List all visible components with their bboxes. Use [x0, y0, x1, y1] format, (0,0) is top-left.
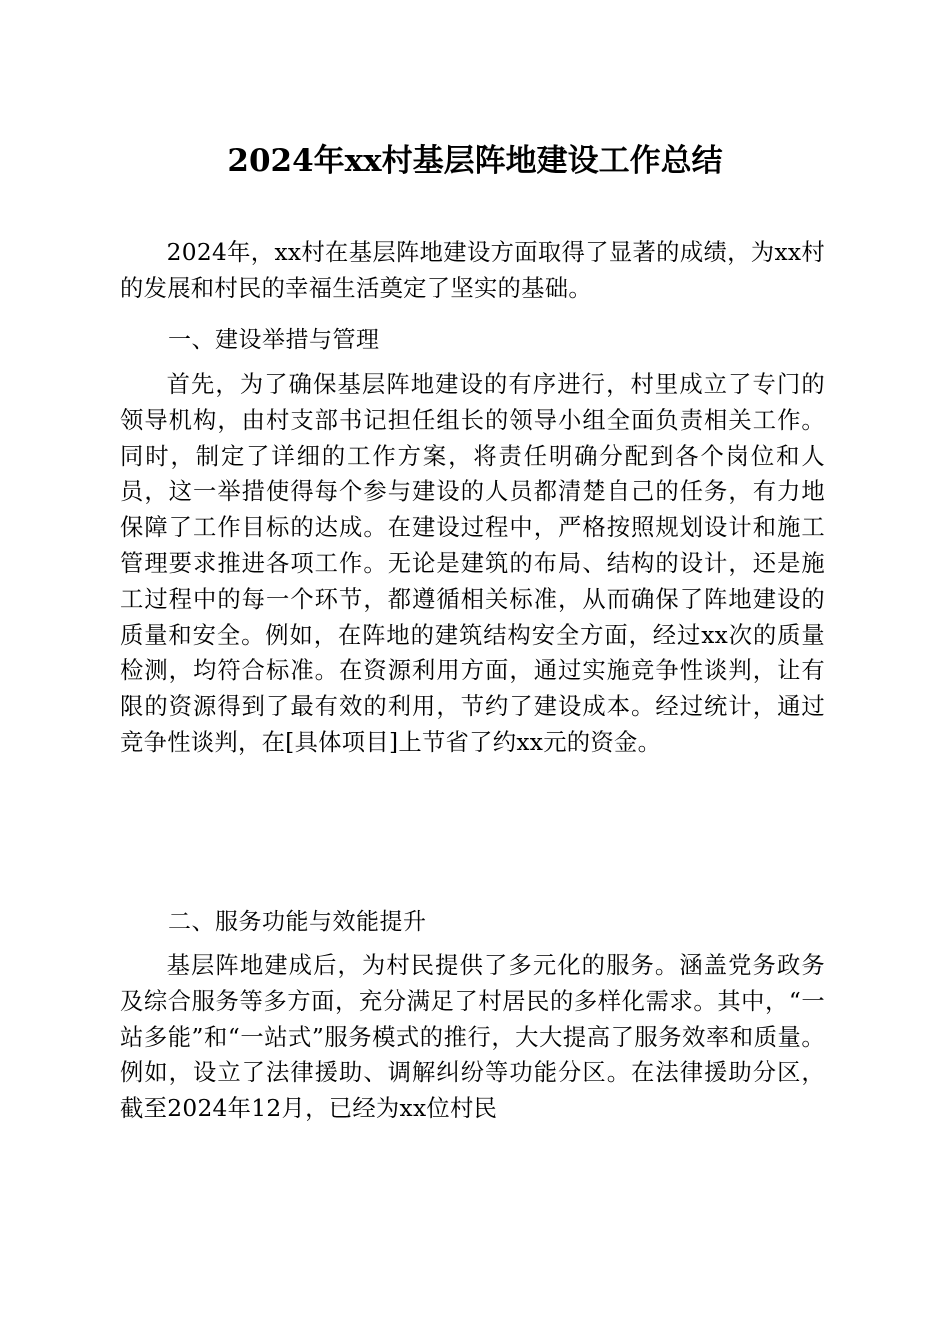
section-heading: 一、建设举措与管理: [168, 327, 380, 353]
section-1-heading-block: [120, 323, 825, 359]
section-1-body-block: [120, 367, 825, 761]
document-title: 2024年xx村基层阵地建设工作总结: [227, 143, 723, 179]
section-heading: 二、服务功能与效能提升: [168, 909, 427, 935]
intro-block: [120, 235, 825, 307]
section-paragraph: 基层阵地建成后，为村民提供了多元化的服务。涵盖党务政务及综合服务等多方面，充分满足了村居民的多样化需求。其中，“一站多能”和“一站式”服务模式的推行，大大提高了服务效率和质量。例如，设立了法律援助、调解纠纷等功能分区。在法律援助分区，截至2024年12月，已经为xx位村民: [120, 952, 825, 1123]
intro-paragraph: 2024年，xx村在基层阵地建设方面取得了显著的成绩，为xx村的发展和村民的幸福生活奠定了坚实的基础。: [120, 239, 825, 302]
section-paragraph: 首先，为了确保基层阵地建设的有序进行，村里成立了专门的领导机构，由村支部书记担任组长的领导小组全面负责相关工作。同时，制定了详细的工作方案，将责任明确分配到各个岗位和人员，这一举措使得每个参与建设的人员都清楚自己的任务，有力地保障了工作目标的达成。在建设过程中，严格按照规划设计和施工管理要求推进各项工作。无论是建筑的布局、结构的设计，还是施工过程中的每一个环节，都遵循相关标准，从而确保了阵地建设的质量和安全。例如，在阵地的建筑结构安全方面，经过xx次的质量检测，均符合标准。在资源利用方面，通过实施竞争性谈判，让有限的资源得到了最有效的利用，节约了建设成本。经过统计，通过竞争性谈判，在[具体项目]上节省了约xx元的资金。: [120, 371, 825, 756]
section-2-heading-block: [120, 905, 825, 941]
section-2-body-block: [120, 948, 825, 1127]
